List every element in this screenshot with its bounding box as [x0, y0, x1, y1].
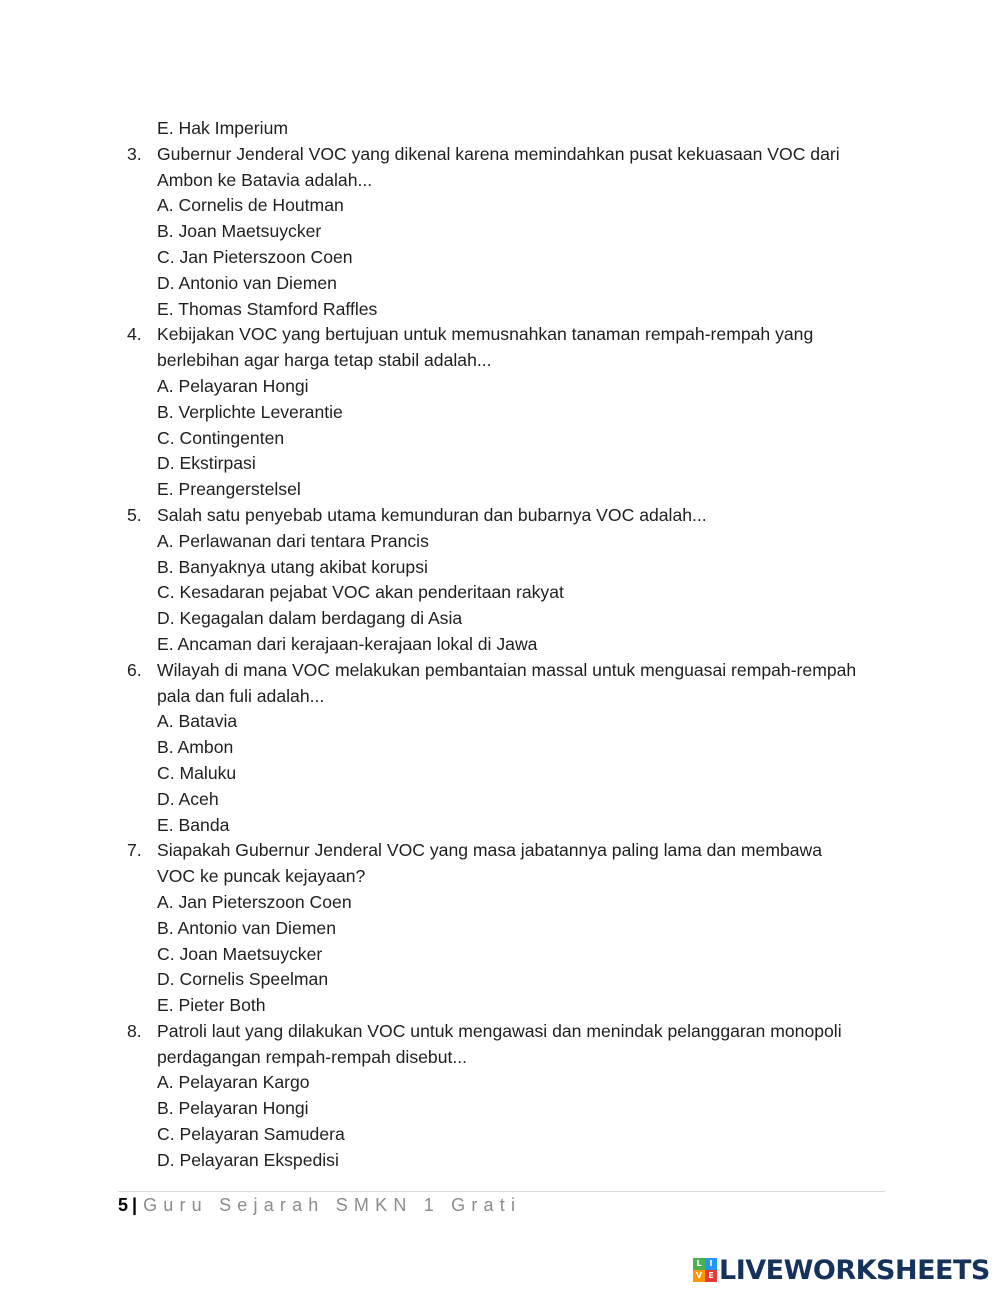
liveworksheets-logo-icon	[693, 1258, 717, 1282]
line-text: B. Antonio van Diemen	[157, 917, 336, 938]
question-line	[0, 658, 1000, 684]
answer-line	[0, 1045, 1000, 1071]
question-number: 3.	[127, 143, 142, 164]
brand-name: LIVEWORKSHEETS	[719, 1254, 990, 1286]
question-line	[0, 1019, 1000, 1045]
line-text: A. Cornelis de Houtman	[157, 195, 344, 216]
answer-line	[0, 967, 1000, 993]
line-text: Ambon ke Batavia adalah...	[157, 169, 373, 190]
page-footer	[118, 1193, 521, 1217]
line-text: pala dan fuli adalah...	[157, 685, 325, 706]
line-text: A. Pelayaran Kargo	[157, 1072, 310, 1093]
question-line	[0, 142, 1000, 168]
line-text: E. Hak Imperium	[157, 118, 289, 138]
answer-line	[0, 555, 1000, 581]
answer-line	[0, 297, 1000, 323]
line-text: D. Kegagalan dalam berdagang di Asia	[157, 608, 463, 629]
line-text: VOC ke puncak kejayaan?	[157, 866, 366, 887]
line-text: E. Pieter Both	[157, 995, 266, 1016]
answer-line	[0, 116, 1000, 142]
question-number: 5.	[127, 504, 142, 525]
line-text: B. Ambon	[157, 737, 234, 758]
answer-line	[0, 1070, 1000, 1096]
line-text: Salah satu penyebab utama kemunduran dan bubarnya VOC adalah...	[157, 504, 707, 525]
answer-line	[0, 1148, 1000, 1174]
answer-line	[0, 400, 1000, 426]
answer-line	[0, 374, 1000, 400]
line-text: A. Batavia	[157, 711, 238, 732]
line-text: B. Verplichte Leverantie	[157, 401, 343, 422]
line-text: berlebihan agar harga tetap stabil adalah...	[157, 350, 492, 371]
line-text: Patroli laut yang dilakukan VOC untuk mengawasi dan menindak pelanggaran monopoli	[157, 1020, 842, 1041]
logo-square: E	[705, 1270, 717, 1282]
line-text: E. Banda	[157, 814, 230, 835]
liveworksheets-brand	[693, 1254, 990, 1286]
answer-line	[0, 426, 1000, 452]
question-number: 7.	[127, 840, 142, 861]
page-number: 5	[118, 1195, 129, 1215]
answer-line	[0, 193, 1000, 219]
answer-line	[0, 916, 1000, 942]
line-text: C. Contingenten	[157, 427, 285, 448]
answer-line	[0, 709, 1000, 735]
line-text: Siapakah Gubernur Jenderal VOC yang masa jabatannya paling lama dan membawa	[157, 840, 823, 861]
line-text: D. Aceh	[157, 788, 219, 809]
line-text: perdagangan rempah-rempah disebut...	[157, 1046, 468, 1067]
line-text: C. Jan Pieterszoon Coen	[157, 246, 353, 267]
footer-separator: |	[132, 1195, 138, 1215]
question-number: 8.	[127, 1020, 142, 1041]
question-number: 6.	[127, 659, 142, 680]
line-text: A. Jan Pieterszoon Coen	[157, 891, 352, 912]
line-text: B. Pelayaran Hongi	[157, 1098, 309, 1119]
answer-line	[0, 271, 1000, 297]
answer-line	[0, 1096, 1000, 1122]
answer-line	[0, 606, 1000, 632]
line-text: C. Kesadaran pejabat VOC akan penderitaan rakyat	[157, 582, 564, 603]
line-text: A. Pelayaran Hongi	[157, 375, 309, 396]
answer-line	[0, 735, 1000, 761]
worksheet-content	[0, 116, 1000, 1174]
answer-line	[0, 993, 1000, 1019]
line-text: E. Preangerstelsel	[157, 479, 301, 500]
answer-line	[0, 864, 1000, 890]
logo-square: I	[705, 1258, 717, 1270]
logo-square: L	[693, 1258, 705, 1270]
line-text: C. Maluku	[157, 762, 237, 783]
line-text: D. Pelayaran Ekspedisi	[157, 1149, 339, 1170]
line-text: D. Ekstirpasi	[157, 453, 256, 474]
question-number: 4.	[127, 324, 142, 345]
line-text: B. Banyaknya utang akibat korupsi	[157, 556, 428, 577]
answer-line	[0, 529, 1000, 555]
answer-line	[0, 942, 1000, 968]
line-text: Wilayah di mana VOC melakukan pembantaian massal untuk menguasai rempah-rempah	[157, 659, 857, 680]
line-text: D. Antonio van Diemen	[157, 272, 337, 293]
line-text: C. Joan Maetsuycker	[157, 943, 323, 964]
answer-line	[0, 348, 1000, 374]
answer-line	[0, 813, 1000, 839]
footer-divider	[118, 1191, 885, 1192]
line-text: Kebijakan VOC yang bertujuan untuk memusnahkan tanaman rempah-rempah yang	[157, 324, 814, 345]
line-text: Gubernur Jenderal VOC yang dikenal karena memindahkan pusat kekuasaan VOC dari	[157, 143, 840, 164]
answer-line	[0, 477, 1000, 503]
answer-line	[0, 684, 1000, 710]
answer-line	[0, 1122, 1000, 1148]
answer-line	[0, 890, 1000, 916]
answer-line	[0, 787, 1000, 813]
question-line	[0, 838, 1000, 864]
answer-line	[0, 761, 1000, 787]
line-text: A. Perlawanan dari tentara Prancis	[157, 530, 429, 551]
answer-line	[0, 168, 1000, 194]
logo-square: V	[693, 1270, 705, 1282]
line-text: B. Joan Maetsuycker	[157, 221, 322, 242]
question-line	[0, 322, 1000, 348]
footer-school-name: Guru Sejarah SMKN 1 Grati	[143, 1195, 522, 1215]
answer-line	[0, 632, 1000, 658]
answer-line	[0, 245, 1000, 271]
line-text: D. Cornelis Speelman	[157, 969, 329, 990]
answer-line	[0, 580, 1000, 606]
answer-line	[0, 451, 1000, 477]
question-line	[0, 503, 1000, 529]
line-text: E. Thomas Stamford Raffles	[157, 298, 378, 319]
line-text: E. Ancaman dari kerajaan-kerajaan lokal di Jawa	[157, 633, 538, 654]
line-text: C. Pelayaran Samudera	[157, 1124, 345, 1145]
answer-line	[0, 219, 1000, 245]
